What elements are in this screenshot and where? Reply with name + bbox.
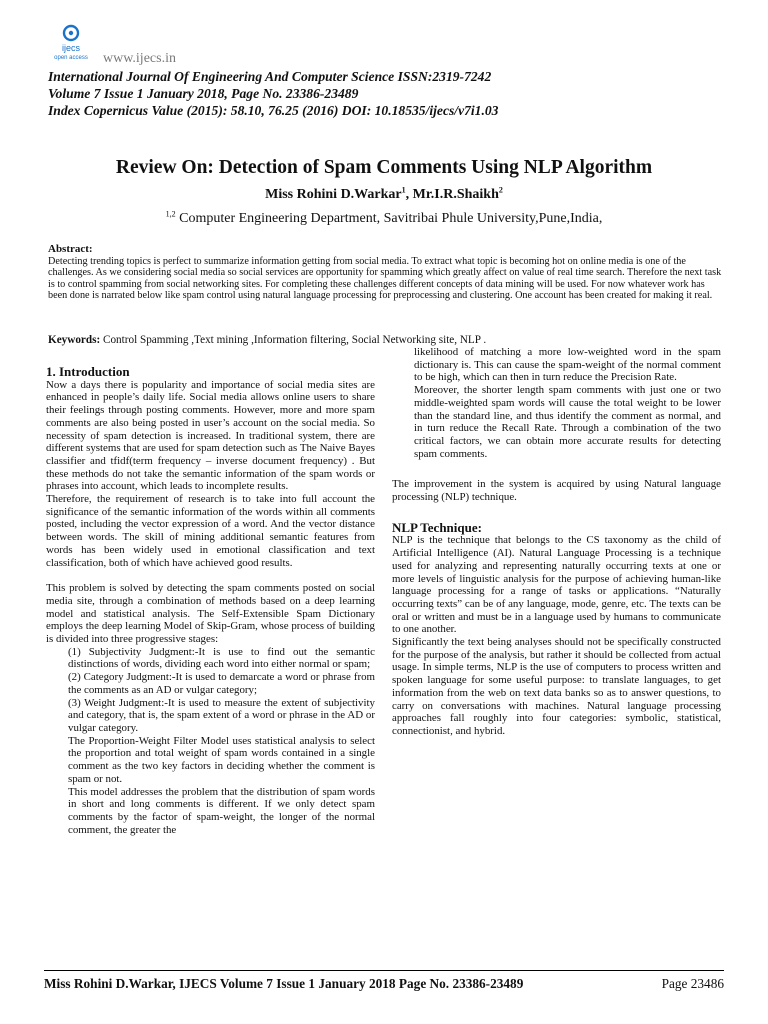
author-separator: ,	[405, 187, 413, 202]
journal-logo	[44, 22, 98, 70]
abstract-label: Abstract:	[48, 243, 93, 255]
intro-paragraph-2: Therefore, the requirement of research is to take into full account the significance of the semantic information of the words within all comments posted, including the vector expression of a word. And the vector distance between words. The skill of mining additional semantic features from words has been widely used in emotional classification and text classification, both of which have achieved good results.	[46, 493, 375, 569]
intro-paragraph-4: The Proportion-Weight Filter Model uses statistical analysis to select the proportion and total weight of spam words contained in a single comment as the two key factors in deciding whether the comment is spam or not.	[68, 734, 375, 785]
logo-subtext: open access	[54, 55, 88, 61]
intro-paragraph-1: Now a days there is popularity and importance of social media sites are enhanced in people’s daily life. Social media allows online users to share their feelings through posting comments. However, more and more spam comments are also being posted in user’s account on the social media. So necessity of spam detection is increased. In traditional system, there are different systems that are used for spam detection such as The Naive Bayes classifier and tfidf(term frequency – inverse document frequency) . But these methods do not take the semantic information of the spam words or phrases into account, which leads to incomplete results.	[46, 378, 375, 493]
introduction-heading: 1. Introduction	[46, 364, 130, 379]
nlp-heading: NLP Technique:	[392, 519, 482, 535]
nlp-paragraph-2: Significantly the text being analyses should not be specifically constructed for the purpose of the analysis, but rather it should be collected from actual usage. In simple terms, NLP is the use of computers to process written and spoken language for some useful purpose: to translate languages, to get information from the web on text data banks so as to answer questions, to carry on conversations with machines. Natural language processing approaches fall roughly into four categories: symbolic, statistical, connectionist, and hybrid.	[392, 636, 721, 737]
journal-line-2: Volume 7 Issue 1 January 2018, Page No. 23386-23489	[48, 86, 359, 101]
right-paragraph-2: Moreover, the shorter length spam comments with just one or two middle-weighted spam words will cause the total weight to be lower than the standard line, and thus identify the comment as normal, and in turn reduce the Recall Rate. Through a combination of the two critical factors, we can obtain more accurate results for detecting spam comments.	[414, 384, 721, 460]
footer-citation: Miss Rohini D.Warkar, IJECS Volume 7 Issue 1 January 2018 Page No. 23386-23489	[44, 976, 524, 991]
affiliation-text: Computer Engineering Department, Savitribai Phule University,Pune,India,	[175, 211, 603, 226]
abstract-text: Detecting trending topics is perfect to summarize information getting from social media. To extract what topic is becoming hot on online media is one of the challenges. As we considering social media so social services are opportunity for spamming which greatly affect on value of real time search. Therefore the next task is to control spamming from social networking sites. For completing these challenges different concepts of data mining will be used. For now whatever work has been done is narrated below like spam control using natural language processing for preprocessing and clustering. One account has been created for making it real.	[48, 255, 722, 302]
right-column	[392, 346, 721, 738]
journal-line-1: International Journal Of Engineering And Computer Science ISSN:2319-7242	[48, 69, 492, 84]
stage-2: (2) Category Judgment:-It is used to demarcate a word or phrase from the comments as an AD or vulgar category;	[68, 671, 375, 696]
nlp-paragraph-1: NLP is the technique that belongs to the CS taxonomy as the child of Artificial Intelligence (AI). Natural Language Processing is a technique used for analyzing and representing naturally occurring texts at one or more levels of linguistic analysis for the purpose of achieving human-like language processing for a range of tasks or applications. “Naturally occurring texts” can be of any language, mode, genre, etc. The texts can be oral or written and must be in a language used by humans to communicate to one another.	[392, 534, 721, 636]
paper-affiliation	[0, 211, 768, 227]
intro-paragraph-5: This model addresses the problem that the distribution of spam words in short and long comments is different. If we only detect spam comments by the factor of spam-weight, the longer of the normal comment, the greater the	[68, 785, 375, 836]
journal-header	[48, 68, 738, 119]
intro-paragraph-3: This problem is solved by detecting the spam comments posted on social media site, through a combination of methods based on a deep learning model and statistical analysis. The Self-Extensible Spam Dictionary employs the deep learning Model of Skip-Gram, whose process of building is divided into three progressive stages:	[46, 582, 375, 646]
logo-text: ijecs	[61, 43, 81, 53]
keywords-label: Keywords:	[48, 334, 101, 346]
site-url[interactable]: www.ijecs.in	[103, 51, 176, 66]
author-2-sup: 2	[498, 185, 503, 195]
author-1-sup: 1	[401, 185, 406, 195]
page-number: Page 23486	[661, 976, 724, 991]
right-paragraph-1: likelihood of matching a more low-weighted word in the spam dictionary is. This can cause the spam-weight of the normal comment to be high, which can then in turn reduce the Precision Rate.	[414, 346, 721, 384]
page-footer	[44, 976, 724, 992]
paper-title: Review On: Detection of Spam Comments Using NLP Algorithm	[115, 157, 653, 178]
author-2: Mr.I.R.Shaikh	[412, 187, 499, 202]
left-column	[46, 346, 375, 836]
stage-3: (3) Weight Judgment:-It is used to measure the extent of subjectivity and category, that is, the spam extent of a word or phrase in the AD or vulgar category.	[68, 696, 375, 734]
author-1: Miss Rohini D.Warkar	[265, 187, 402, 202]
stage-1: (1) Subjectivity Judgment:-It is use to find out the semantic distinctions of words, dividing each word into either normal or spam;	[68, 645, 375, 671]
paper-authors	[0, 187, 768, 203]
affiliation-sup: 1,2	[165, 209, 176, 219]
footer-divider	[44, 970, 724, 971]
keywords	[48, 334, 738, 346]
keywords-text: Control Spamming ,Text mining ,Information filtering, Social Networking site, NLP .	[100, 334, 487, 346]
abstract	[48, 244, 726, 302]
journal-line-3: Index Copernicus Value (2015): 58.10, 76.25 (2016) DOI: 10.18535/ijecs/v7i1.03	[48, 103, 499, 118]
right-paragraph-3: The improvement in the system is acquired by using Natural language processing (NLP) technique.	[392, 478, 721, 504]
